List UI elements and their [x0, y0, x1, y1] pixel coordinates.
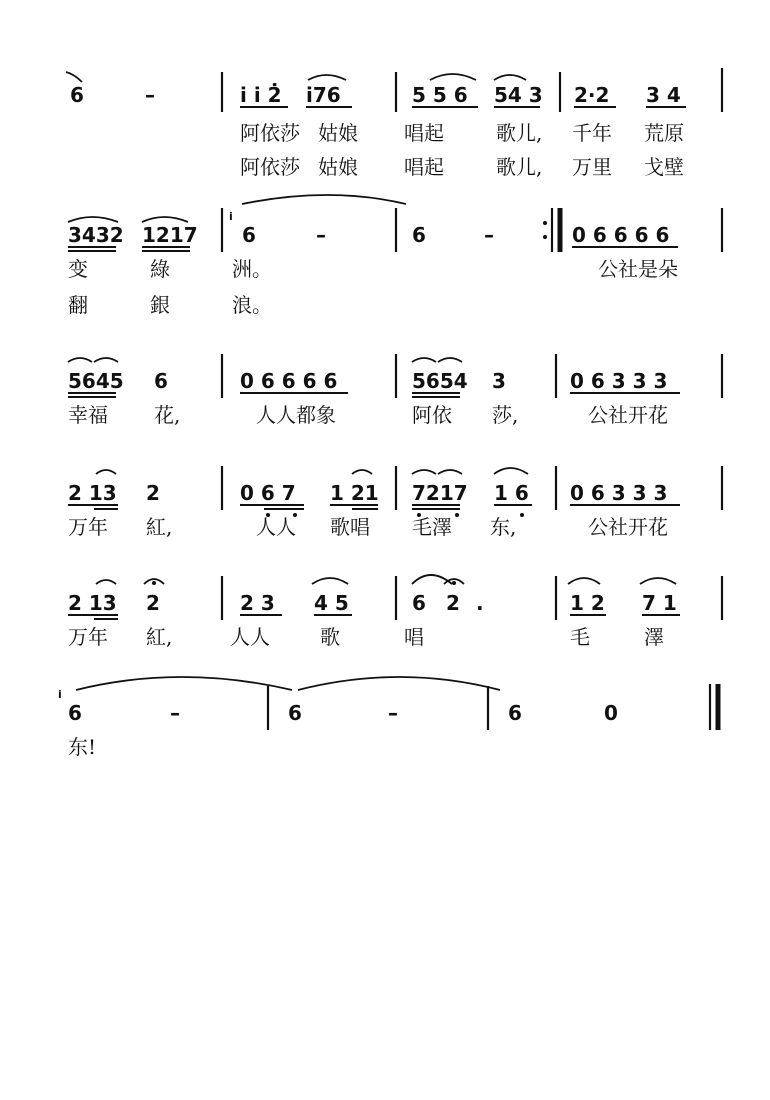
lyric: 紅,	[146, 625, 173, 649]
note: 6	[412, 223, 426, 247]
note: 3432	[68, 223, 124, 247]
note: 6	[68, 701, 82, 725]
lyric: 人人都象	[256, 403, 336, 427]
lyric: 万年	[68, 625, 108, 649]
lyric: 銀	[150, 293, 170, 317]
lyric: 姑娘	[318, 155, 358, 179]
lyric: 姑娘	[318, 121, 358, 145]
lyrics-row-6	[68, 735, 96, 759]
note: 1 2	[570, 591, 605, 615]
score-row-4	[68, 466, 722, 517]
score-row-2	[68, 195, 722, 252]
lyric: 戈壁	[644, 155, 684, 179]
note: 0 6 6 6 6	[240, 369, 338, 393]
lyric: 阿依莎	[240, 121, 300, 145]
grace-note: i	[229, 210, 233, 223]
note: 6	[412, 591, 426, 615]
note: 5645	[68, 369, 124, 393]
dash: –	[170, 701, 180, 725]
note: 2 13	[68, 481, 117, 505]
lyric: 变	[68, 257, 88, 281]
note: 6	[508, 701, 522, 725]
lyric: 人人	[256, 515, 296, 539]
note: 2·2	[574, 83, 610, 107]
note: 6	[70, 83, 84, 107]
lyric: 毛澤	[412, 515, 452, 539]
lyric: 公社开花	[588, 515, 668, 539]
note: 2 3	[240, 591, 275, 615]
note: 6	[288, 701, 302, 725]
lyrics-row-1-verse-2	[240, 155, 684, 179]
lyric: 万年	[68, 515, 108, 539]
note: 7 1	[642, 591, 677, 615]
note: 6	[242, 223, 256, 247]
lyric: 荒原	[644, 121, 684, 145]
dash: –	[484, 223, 494, 247]
lyric: 歌唱	[330, 515, 370, 539]
lyric: 万里	[572, 155, 612, 179]
note: 3 4	[646, 83, 681, 107]
note: 5654	[412, 369, 468, 393]
lyric: 幸福	[68, 403, 108, 427]
note: 0 6 6 6 6	[572, 223, 670, 247]
note: 1217	[142, 223, 198, 247]
note: 0 6 7	[240, 481, 296, 505]
note: i76	[306, 83, 341, 107]
lyric: 莎,	[492, 403, 519, 427]
score-row-1	[66, 68, 722, 112]
note: 2 13	[68, 591, 117, 615]
lyric: 歌儿,	[496, 121, 543, 145]
note: 0 6 3 3 3	[570, 369, 668, 393]
note: 6	[154, 369, 168, 393]
lyric: 毛	[570, 625, 590, 649]
lyric: 东,	[490, 515, 517, 539]
lyric: 浪。	[232, 293, 272, 317]
lyric: 公社开花	[588, 403, 668, 427]
note: 5 5 6	[412, 83, 468, 107]
note: 2	[146, 481, 160, 505]
lyric: 洲。	[232, 257, 272, 281]
lyric: 歌	[320, 625, 340, 649]
lyrics-row-1-verse-1	[240, 121, 684, 145]
augmentation-dot: .	[476, 591, 484, 615]
dash: –	[316, 223, 326, 247]
note: 0 6 3 3 3	[570, 481, 668, 505]
score-row-6	[58, 677, 718, 730]
lyric: 千年	[572, 121, 612, 145]
note: 2	[446, 591, 460, 615]
lyrics-row-3	[68, 403, 668, 427]
lyric: 歌儿,	[496, 155, 543, 179]
dash: –	[388, 701, 398, 725]
lyric: 东!	[68, 735, 97, 759]
lyric: 阿依莎	[240, 155, 300, 179]
lyric: 翻	[68, 293, 88, 317]
lyric: 唱	[404, 625, 424, 649]
lyric: 唱起	[404, 155, 444, 179]
note: 2	[146, 591, 160, 615]
lyric: 人人	[230, 625, 270, 649]
lyric: 綠	[150, 257, 170, 281]
note: i i 2̇	[240, 83, 282, 107]
lyric: 澤	[644, 625, 664, 649]
lyric: 唱起	[404, 121, 444, 145]
dash: –	[145, 83, 155, 107]
lyrics-row-2	[68, 257, 678, 317]
note: 4 5	[314, 591, 349, 615]
score-row-5	[68, 575, 722, 620]
note: 1 6	[494, 481, 529, 505]
lyric: 花,	[154, 403, 181, 427]
note: 3	[492, 369, 506, 393]
lyric: 阿依	[412, 403, 452, 427]
score-row-3	[68, 354, 722, 398]
grace-note: i	[58, 688, 62, 701]
note: 1 21	[330, 481, 379, 505]
lyric: 公社是朵	[598, 257, 678, 281]
lyric: 紅,	[146, 515, 173, 539]
lyrics-row-5	[68, 625, 664, 649]
rest: 0	[604, 701, 618, 725]
note: 7217	[412, 481, 468, 505]
lyrics-row-4	[68, 515, 668, 539]
note: 54 3	[494, 83, 543, 107]
